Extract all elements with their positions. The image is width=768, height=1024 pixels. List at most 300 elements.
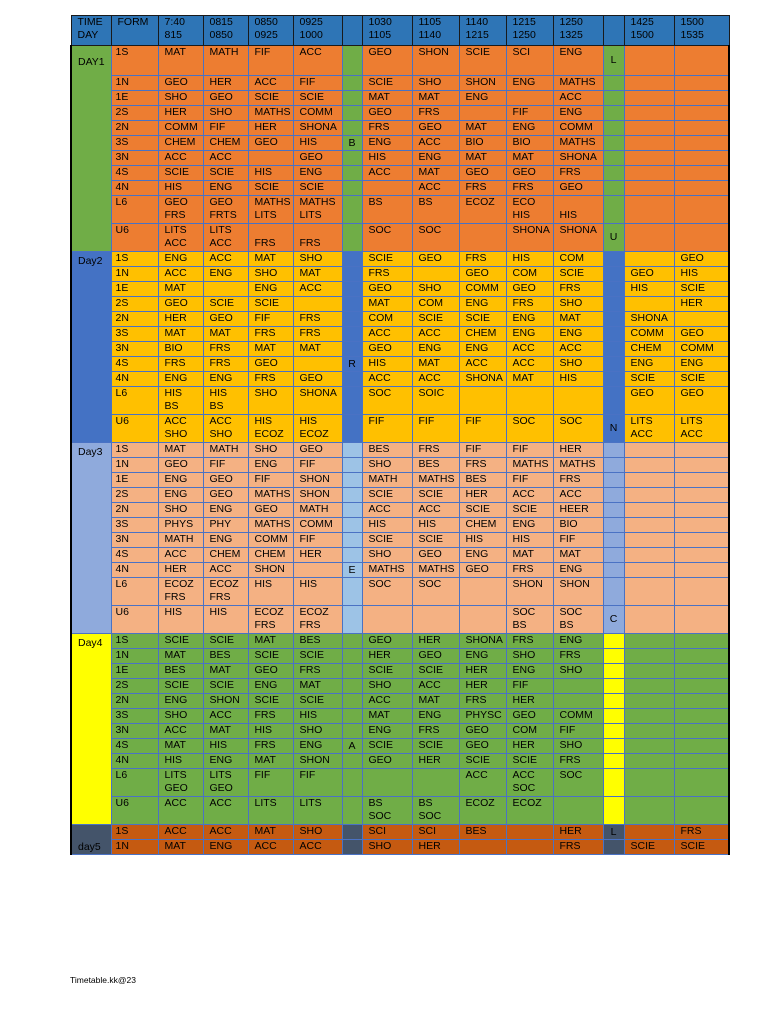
- subject-cell: BS SOC: [412, 797, 459, 825]
- subject-cell: [674, 443, 729, 458]
- break-cell: [603, 840, 624, 855]
- subject-cell: BS SOC: [362, 797, 412, 825]
- subject-cell: ENG: [553, 106, 603, 121]
- header-cell: 1250 1325: [553, 16, 603, 46]
- subject-cell: ENG: [248, 679, 293, 694]
- break-cell: [603, 151, 624, 166]
- subject-cell: [553, 694, 603, 709]
- subject-cell: ACC: [362, 503, 412, 518]
- subject-cell: GEO: [459, 166, 506, 181]
- break-cell: L: [603, 46, 624, 76]
- break-cell: [342, 606, 362, 634]
- table-row: [71, 372, 729, 387]
- day-label: Day3: [71, 443, 111, 634]
- subject-cell: SHONA: [624, 312, 674, 327]
- subject-cell: [553, 797, 603, 825]
- subject-cell: ENG: [412, 709, 459, 724]
- subject-cell: GEO: [362, 634, 412, 649]
- subject-cell: GEO: [248, 136, 293, 151]
- subject-cell: [674, 533, 729, 548]
- subject-cell: BS: [412, 196, 459, 224]
- subject-cell: HIS: [293, 578, 342, 606]
- break-cell: [603, 282, 624, 297]
- subject-cell: SOC: [412, 224, 459, 252]
- table-row: [71, 840, 729, 855]
- subject-cell: FRS: [459, 252, 506, 267]
- form-cell: L6: [111, 578, 158, 606]
- subject-cell: COMM: [553, 121, 603, 136]
- break-cell: [603, 724, 624, 739]
- subject-cell: GEO: [506, 709, 553, 724]
- subject-cell: [674, 649, 729, 664]
- subject-cell: ACC: [553, 91, 603, 106]
- subject-cell: ACC: [158, 267, 203, 282]
- subject-cell: MAT: [362, 297, 412, 312]
- subject-cell: SHO: [248, 443, 293, 458]
- subject-cell: SOC: [412, 578, 459, 606]
- subject-cell: [624, 76, 674, 91]
- subject-cell: GEO: [158, 458, 203, 473]
- form-cell: 1N: [111, 840, 158, 855]
- subject-cell: MAT: [553, 548, 603, 563]
- subject-cell: [362, 181, 412, 196]
- subject-cell: [624, 825, 674, 840]
- break-cell: [342, 679, 362, 694]
- table-row: [71, 488, 729, 503]
- break-cell: [342, 252, 362, 267]
- subject-cell: [674, 166, 729, 181]
- subject-cell: ENG: [293, 739, 342, 754]
- subject-cell: [624, 488, 674, 503]
- subject-cell: HER: [553, 825, 603, 840]
- subject-cell: ACC: [506, 342, 553, 357]
- subject-cell: COM: [362, 312, 412, 327]
- header-cell: FORM: [111, 16, 158, 46]
- subject-cell: ENG: [506, 518, 553, 533]
- subject-cell: PHYS: [158, 518, 203, 533]
- break-cell: [603, 709, 624, 724]
- break-cell: C: [603, 606, 624, 634]
- subject-cell: SCIE: [362, 739, 412, 754]
- subject-cell: FRS: [412, 724, 459, 739]
- subject-cell: GEO: [412, 252, 459, 267]
- subject-cell: FIF: [362, 415, 412, 443]
- subject-cell: SHO: [553, 739, 603, 754]
- subject-cell: [553, 679, 603, 694]
- subject-cell: GEO: [624, 267, 674, 282]
- break-cell: [342, 769, 362, 797]
- subject-cell: SHO: [553, 297, 603, 312]
- subject-cell: HIS: [158, 754, 203, 769]
- subject-cell: MAT: [158, 649, 203, 664]
- subject-cell: HIS: [553, 196, 603, 224]
- subject-cell: GEO: [203, 473, 248, 488]
- subject-cell: MAT: [158, 46, 203, 76]
- subject-cell: GEO: [506, 282, 553, 297]
- subject-cell: [459, 578, 506, 606]
- subject-cell: [412, 769, 459, 797]
- header-cell: [603, 16, 624, 46]
- subject-cell: SHONA: [553, 224, 603, 252]
- subject-cell: ACC: [293, 282, 342, 297]
- subject-cell: CHEM: [158, 136, 203, 151]
- subject-cell: GEO: [158, 76, 203, 91]
- subject-cell: SCIE: [203, 634, 248, 649]
- break-cell: [603, 769, 624, 797]
- subject-cell: CHEM: [459, 518, 506, 533]
- form-cell: 3N: [111, 533, 158, 548]
- footer-label: Timetable.kk@23: [70, 975, 136, 985]
- subject-cell: [624, 679, 674, 694]
- subject-cell: FRS: [293, 312, 342, 327]
- header-cell: 1500 1535: [674, 16, 729, 46]
- subject-cell: GEO: [203, 312, 248, 327]
- subject-cell: HIS ECOZ: [248, 415, 293, 443]
- subject-cell: MAT: [158, 443, 203, 458]
- subject-cell: ENG: [459, 548, 506, 563]
- subject-cell: HIS: [412, 518, 459, 533]
- subject-cell: HIS: [158, 606, 203, 634]
- subject-cell: BES: [203, 649, 248, 664]
- subject-cell: HER: [412, 634, 459, 649]
- subject-cell: SCI: [412, 825, 459, 840]
- break-cell: [342, 181, 362, 196]
- break-cell: [603, 357, 624, 372]
- break-cell: [603, 739, 624, 754]
- subject-cell: [624, 754, 674, 769]
- subject-cell: [674, 76, 729, 91]
- subject-cell: ENG: [203, 533, 248, 548]
- subject-cell: MATH: [158, 533, 203, 548]
- subject-cell: SCIE: [674, 282, 729, 297]
- form-cell: 1S: [111, 825, 158, 840]
- subject-cell: ACC: [412, 181, 459, 196]
- subject-cell: SHON: [293, 473, 342, 488]
- break-cell: [342, 76, 362, 91]
- subject-cell: BES: [412, 458, 459, 473]
- subject-cell: SHO: [248, 387, 293, 415]
- subject-cell: GEO: [362, 46, 412, 76]
- subject-cell: ACC: [412, 136, 459, 151]
- table-row: [71, 252, 729, 267]
- subject-cell: [624, 106, 674, 121]
- subject-cell: MAT: [203, 724, 248, 739]
- subject-cell: ACC SHO: [158, 415, 203, 443]
- subject-cell: MAT: [362, 709, 412, 724]
- subject-cell: CHEM: [203, 136, 248, 151]
- break-cell: L: [603, 825, 624, 840]
- header-cell: 7:40 815: [158, 16, 203, 46]
- break-cell: [342, 312, 362, 327]
- subject-cell: [624, 533, 674, 548]
- subject-cell: SHON: [293, 754, 342, 769]
- break-cell: [603, 694, 624, 709]
- break-cell: E: [342, 563, 362, 578]
- header-cell: 0925 1000: [293, 16, 342, 46]
- day-label: DAY1: [71, 46, 111, 252]
- subject-cell: FIF: [203, 458, 248, 473]
- break-cell: [603, 634, 624, 649]
- subject-cell: [674, 151, 729, 166]
- subject-cell: GEO FRS: [158, 196, 203, 224]
- form-cell: U6: [111, 415, 158, 443]
- subject-cell: HER: [248, 121, 293, 136]
- subject-cell: ACC SHO: [203, 415, 248, 443]
- subject-cell: [624, 606, 674, 634]
- subject-cell: ECOZ: [459, 196, 506, 224]
- subject-cell: MATHS: [553, 76, 603, 91]
- break-cell: [603, 252, 624, 267]
- subject-cell: [624, 739, 674, 754]
- header-cell: [342, 16, 362, 46]
- table-row: [71, 327, 729, 342]
- subject-cell: [624, 224, 674, 252]
- subject-cell: [624, 578, 674, 606]
- subject-cell: [624, 473, 674, 488]
- subject-cell: ACC: [412, 327, 459, 342]
- form-cell: 4N: [111, 754, 158, 769]
- subject-cell: MAT: [459, 121, 506, 136]
- subject-cell: [674, 769, 729, 797]
- subject-cell: MAT: [293, 679, 342, 694]
- subject-cell: MAT: [506, 151, 553, 166]
- subject-cell: ENG: [203, 267, 248, 282]
- subject-cell: [624, 121, 674, 136]
- subject-cell: COMM: [248, 533, 293, 548]
- table-row: [71, 342, 729, 357]
- form-cell: 4S: [111, 548, 158, 563]
- subject-cell: HIS: [293, 136, 342, 151]
- form-cell: 1S: [111, 252, 158, 267]
- break-cell: [603, 578, 624, 606]
- break-cell: [342, 473, 362, 488]
- subject-cell: ECOZ FRS: [158, 578, 203, 606]
- subject-cell: ACC: [203, 151, 248, 166]
- subject-cell: SCIE: [362, 664, 412, 679]
- subject-cell: GEO: [203, 91, 248, 106]
- table-row: [71, 533, 729, 548]
- subject-cell: SHO: [553, 357, 603, 372]
- subject-cell: ACC: [506, 488, 553, 503]
- form-cell: 4S: [111, 357, 158, 372]
- break-cell: [342, 387, 362, 415]
- header-cell: 1105 1140: [412, 16, 459, 46]
- table-row: [71, 518, 729, 533]
- subject-cell: FIF: [506, 443, 553, 458]
- table-row: [71, 387, 729, 415]
- form-cell: 3N: [111, 151, 158, 166]
- subject-cell: [459, 606, 506, 634]
- table-row: [71, 91, 729, 106]
- subject-cell: SCIE: [248, 649, 293, 664]
- subject-cell: MAT: [158, 739, 203, 754]
- subject-cell: [553, 387, 603, 415]
- subject-cell: SCIE: [293, 694, 342, 709]
- subject-cell: SHON: [553, 578, 603, 606]
- subject-cell: SCIE: [248, 694, 293, 709]
- subject-cell: MAT: [506, 372, 553, 387]
- subject-cell: SOC: [553, 415, 603, 443]
- header-cell: 0815 0850: [203, 16, 248, 46]
- subject-cell: ENG: [203, 503, 248, 518]
- subject-cell: [624, 548, 674, 563]
- subject-cell: HER: [506, 694, 553, 709]
- break-cell: [603, 679, 624, 694]
- subject-cell: HER: [362, 649, 412, 664]
- subject-cell: SCIE: [248, 181, 293, 196]
- subject-cell: SCIE: [293, 649, 342, 664]
- subject-cell: [624, 136, 674, 151]
- subject-cell: [674, 196, 729, 224]
- subject-cell: MAT: [412, 91, 459, 106]
- subject-cell: SCIE: [362, 76, 412, 91]
- subject-cell: [674, 797, 729, 825]
- subject-cell: LITS: [293, 797, 342, 825]
- subject-cell: MATHS: [506, 458, 553, 473]
- form-cell: L6: [111, 769, 158, 797]
- subject-cell: SHON: [459, 76, 506, 91]
- subject-cell: SCIE: [362, 533, 412, 548]
- subject-cell: HIS BS: [158, 387, 203, 415]
- subject-cell: GEO: [362, 106, 412, 121]
- subject-cell: [674, 679, 729, 694]
- subject-cell: COM: [412, 297, 459, 312]
- subject-cell: SHONA: [553, 151, 603, 166]
- subject-cell: SCIE: [158, 679, 203, 694]
- subject-cell: GEO: [674, 327, 729, 342]
- subject-cell: [624, 518, 674, 533]
- subject-cell: MAT: [506, 548, 553, 563]
- subject-cell: [459, 840, 506, 855]
- form-cell: 3S: [111, 518, 158, 533]
- subject-cell: FRS: [362, 121, 412, 136]
- subject-cell: [674, 578, 729, 606]
- subject-cell: FRS: [248, 224, 293, 252]
- subject-cell: SCIE: [412, 533, 459, 548]
- break-cell: [603, 166, 624, 181]
- subject-cell: HER: [412, 754, 459, 769]
- table-row: [71, 224, 729, 252]
- break-cell: [342, 46, 362, 76]
- break-cell: [603, 387, 624, 415]
- subject-cell: [674, 473, 729, 488]
- subject-cell: SCIE: [248, 91, 293, 106]
- subject-cell: [248, 151, 293, 166]
- subject-cell: ECOZ: [459, 797, 506, 825]
- break-cell: N: [603, 415, 624, 443]
- subject-cell: BES: [459, 825, 506, 840]
- subject-cell: [506, 387, 553, 415]
- subject-cell: COMM: [293, 518, 342, 533]
- break-cell: [603, 91, 624, 106]
- subject-cell: MATHS LITS: [293, 196, 342, 224]
- subject-cell: GEO: [293, 151, 342, 166]
- break-cell: [603, 342, 624, 357]
- subject-cell: GEO: [293, 443, 342, 458]
- table-row: [71, 415, 729, 443]
- day-label: Day4: [71, 634, 111, 825]
- subject-cell: ACC: [553, 488, 603, 503]
- subject-cell: FRS: [506, 563, 553, 578]
- subject-cell: [674, 694, 729, 709]
- subject-cell: SHON: [293, 488, 342, 503]
- subject-cell: COMM: [553, 709, 603, 724]
- subject-cell: [674, 754, 729, 769]
- subject-cell: HIS: [674, 267, 729, 282]
- header-cell: 1140 1215: [459, 16, 506, 46]
- subject-cell: ENG: [158, 473, 203, 488]
- subject-cell: [624, 634, 674, 649]
- subject-cell: FIF: [248, 46, 293, 76]
- subject-cell: BS: [362, 196, 412, 224]
- subject-cell: COMM: [158, 121, 203, 136]
- table-row: [71, 548, 729, 563]
- subject-cell: [674, 634, 729, 649]
- subject-cell: SHO: [158, 503, 203, 518]
- subject-cell: FIF: [506, 473, 553, 488]
- subject-cell: HIS: [203, 739, 248, 754]
- subject-cell: MATH: [362, 473, 412, 488]
- subject-cell: SHO: [158, 709, 203, 724]
- subject-cell: ENG: [553, 46, 603, 76]
- subject-cell: [624, 724, 674, 739]
- header-cell: 0850 0925: [248, 16, 293, 46]
- subject-cell: ENG: [506, 312, 553, 327]
- subject-cell: CHEM: [203, 548, 248, 563]
- form-cell: 2S: [111, 297, 158, 312]
- form-cell: 3S: [111, 327, 158, 342]
- subject-cell: FRS: [553, 754, 603, 769]
- subject-cell: FRS: [459, 694, 506, 709]
- subject-cell: BIO: [158, 342, 203, 357]
- subject-cell: HER: [203, 76, 248, 91]
- subject-cell: ACC: [158, 797, 203, 825]
- subject-cell: FIF: [203, 121, 248, 136]
- subject-cell: [674, 488, 729, 503]
- subject-cell: SHON: [248, 563, 293, 578]
- subject-cell: [506, 840, 553, 855]
- subject-cell: SHO: [362, 548, 412, 563]
- form-cell: 1E: [111, 91, 158, 106]
- subject-cell: ACC: [203, 797, 248, 825]
- subject-cell: FRS: [293, 664, 342, 679]
- subject-cell: SCIE: [506, 754, 553, 769]
- table-row: [71, 679, 729, 694]
- subject-cell: [624, 458, 674, 473]
- subject-cell: SHONA: [459, 634, 506, 649]
- break-cell: [603, 106, 624, 121]
- subject-cell: MAT: [248, 634, 293, 649]
- subject-cell: SCIE: [248, 297, 293, 312]
- break-cell: [603, 548, 624, 563]
- subject-cell: ENG: [506, 664, 553, 679]
- form-cell: 1E: [111, 664, 158, 679]
- subject-cell: SCIE: [674, 372, 729, 387]
- subject-cell: FIF: [248, 312, 293, 327]
- break-cell: [342, 196, 362, 224]
- subject-cell: ENG: [203, 372, 248, 387]
- subject-cell: SCIE: [362, 488, 412, 503]
- form-cell: 1S: [111, 634, 158, 649]
- break-cell: [342, 458, 362, 473]
- break-cell: [342, 224, 362, 252]
- form-cell: U6: [111, 224, 158, 252]
- subject-cell: GEO: [412, 121, 459, 136]
- subject-cell: FRS: [553, 473, 603, 488]
- subject-cell: SHONA: [459, 372, 506, 387]
- subject-cell: [674, 724, 729, 739]
- form-cell: 4S: [111, 166, 158, 181]
